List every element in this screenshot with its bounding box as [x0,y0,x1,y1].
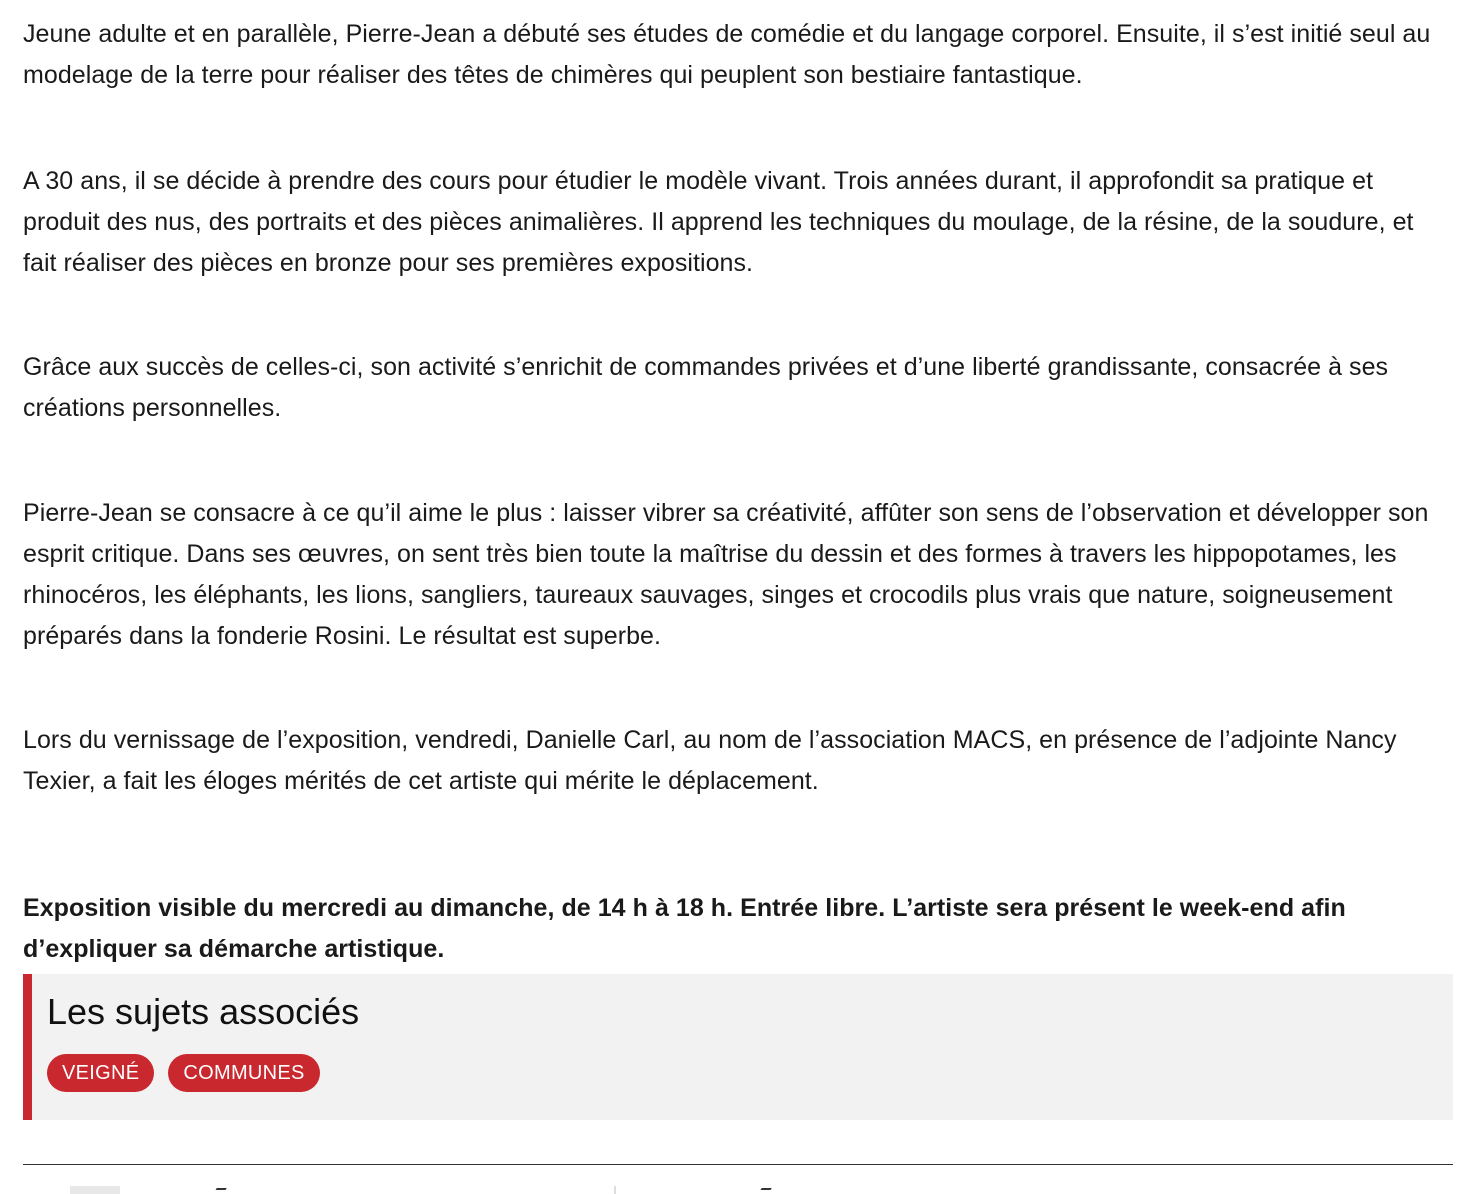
article-paragraph: Lors du vernissage de l’exposition, vendredi, Danielle Carl, au nom de l’association MACS, en présence de l’adjointe Nancy Texier, a fait les éloges mérités de cet artiste qui mérite le déplacement. [23,726,1397,795]
article-paragraph: Grâce aux succès de celles-ci, son activité s’enrichit de commandes privées et d’une liberté grandissante, consacrée à ses créations personnelles. [23,353,1389,422]
next-item-thumbnail[interactable] [70,1186,120,1194]
section-divider [23,1164,1453,1165]
column-separator [614,1186,616,1194]
article-paragraph: A 30 ans, il se décide à prendre des cours pour étudier le modèle vivant. Trois années durant, il approfondit sa pratique et produit des nus, des portraits et des pièces animalières. Il apprend les techniques du moulage, de la résine, de la soudure, et fait réaliser des pièces en bronze pour ses premières expositions. [23,167,1414,277]
next-item-glyph-fragment [215,1186,229,1194]
related-topics-box [23,974,1453,1120]
tag-veigne-button[interactable]: VEIGNÉ [47,1054,154,1092]
tag-communes-button[interactable]: COMMUNES [168,1054,319,1092]
exhibition-info-paragraph: Exposition visible du mercredi au dimanche, de 14 h à 18 h. Entrée libre. L’artiste sera présent le week-end afin d’expliquer sa démarche artistique. [23,894,1346,963]
related-topics-title: Les sujets associés [47,991,360,1032]
article-paragraph: Jeune adulte et en parallèle, Pierre-Jean a débuté ses études de comédie et du langage corporel. Ensuite, il s’est initié seul au modelage de la terre pour réaliser des têtes de chimères qui peuplent son bestiaire fantastique. [23,20,1431,89]
next-item-glyph-fragment [760,1186,778,1194]
related-topics-tags [47,1054,320,1092]
article-paragraph: Pierre-Jean se consacre à ce qu’il aime le plus : laisser vibrer sa créativité, affûter son sens de l’observation et développer son esprit critique. Dans ses œuvres, on sent très bien toute la maîtrise du dessin et des formes à travers les hippopotames, les rhinocéros, les éléphants, les lions, sangliers, taureaux sauvages, singes et crocodils plus vrais que nature, soigneusement préparés dans la fonderie Rosini. Le résultat est superbe. [23,499,1429,650]
